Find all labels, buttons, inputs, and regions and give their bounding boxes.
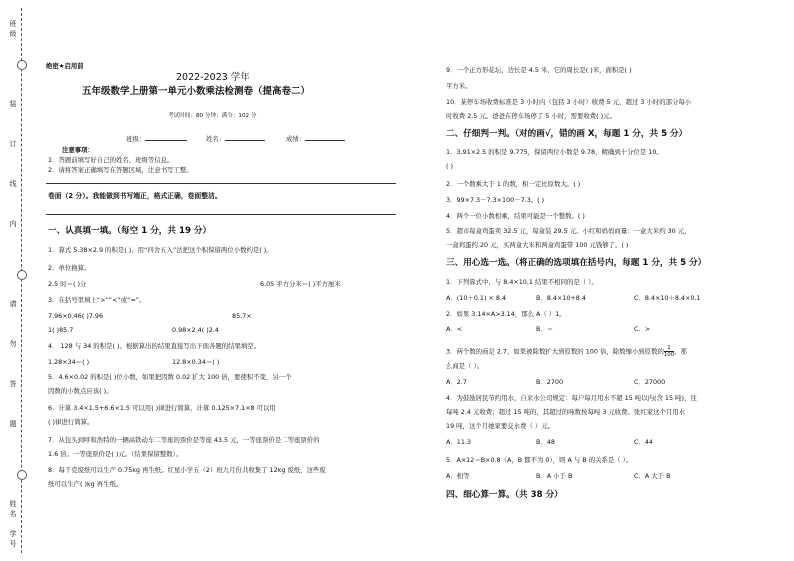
score-label: 成绩： bbox=[286, 135, 306, 143]
compare-3: 0.98×2.4( )2.4 bbox=[172, 326, 219, 334]
fraction bbox=[664, 345, 674, 358]
choice-2-option-b: B．＝ bbox=[536, 325, 554, 333]
binding-label: 答 bbox=[9, 380, 17, 388]
binding-label: 内 bbox=[9, 220, 17, 228]
name-field bbox=[206, 134, 265, 143]
binding-label: 号 bbox=[9, 540, 17, 548]
choice-4-option-a: A．11.3 bbox=[446, 438, 471, 446]
binding-hole bbox=[17, 60, 27, 70]
choice-1-option-c: C．8.4×10＋8.4×0.1 bbox=[634, 294, 701, 302]
fraction-numerator: 1 bbox=[664, 345, 674, 352]
choice-1-option-a: A．(10＋0.1) × 8.4 bbox=[446, 294, 507, 302]
secret-mark: 绝密★启用前 bbox=[46, 62, 84, 70]
score-field bbox=[286, 134, 345, 143]
page-title: 五年级数学上册第一单元小数乘法检测卷（提高卷二） bbox=[82, 86, 311, 97]
choice-4-cont2: 19 吨，这个月她家要交水费（ ）元。 bbox=[446, 422, 555, 430]
name-label: 姓名： bbox=[206, 135, 226, 143]
note-item: 1．答题前填写好自己的姓名、班级等信息。 bbox=[48, 156, 174, 164]
unit-conversion-1: 2.5 时＝( )分 bbox=[48, 280, 87, 288]
choice-5-option-c: C．A 大于 B bbox=[634, 472, 671, 480]
school-year: 2022-2023 学年 bbox=[176, 72, 250, 83]
choice-4: 4．为鼓励居民节约用水，自来水公司规定：每户每月用水不超 15 吨以内(含 15 吨)，往 bbox=[446, 394, 697, 402]
choice-2-option-c: C．> bbox=[634, 325, 651, 333]
q4-part-a: 1.28×34＝( ) bbox=[48, 358, 90, 366]
section-heading: 一、认真填一填。（每空 1 分，共 19 分） bbox=[48, 226, 212, 236]
question-7: 7．从包头到呼和浩特的一辆高铁动车二等座的票价是等座 43.5 元，一等座票价是二等座票价的 bbox=[48, 436, 320, 444]
question-10-cont: 时收费 2.5 元。爸爸在停车场停了 5 小时，需要收费( )元。 bbox=[446, 112, 616, 120]
divider bbox=[46, 183, 396, 184]
choice-4-option-b: B．48 bbox=[536, 438, 555, 446]
binding-hole bbox=[17, 270, 27, 280]
choice-4-option-c: C．44 bbox=[634, 438, 653, 446]
binding-label: 班 bbox=[9, 20, 17, 28]
compare-2-start: 85.7× bbox=[232, 312, 252, 320]
choice-3-option-b: B．2700 bbox=[536, 378, 564, 386]
binding-label: 姓 bbox=[9, 500, 17, 508]
notes-heading: 注意事项： bbox=[62, 146, 94, 154]
question-10: 10．某停车场收费标准是 3 小时内（包括 3 小时）收费 5 元，超过 3 小时的部分每小 bbox=[446, 98, 692, 106]
divider bbox=[46, 214, 396, 215]
choice-5-option-b: B．A 小于 B bbox=[536, 472, 573, 480]
question-9: 9．一个正方形花坛，边长是 4.5 米，它的周长是( )米，面积是( ) bbox=[446, 66, 632, 74]
class-field bbox=[126, 134, 187, 143]
neatness-note: 卷面（2 分）。我能做到书写端正，格式正确，卷面整洁。 bbox=[48, 192, 222, 200]
question-3: 3．在括号里填上“>”“<”或“=”。 bbox=[48, 296, 146, 304]
fraction-denominator: 100 bbox=[663, 352, 675, 358]
class-label: 班级： bbox=[126, 135, 146, 143]
choice-1-option-b: B．8.4×10+8.4 bbox=[536, 294, 586, 302]
binding-hole bbox=[17, 470, 27, 480]
compare-2-end: 1( )85.7 bbox=[48, 326, 74, 334]
unit-conversion-2: 6.05 平方分米＝( )平方厘米 bbox=[260, 280, 341, 288]
section-heading: 三、用心选一选。（将正确的选项填在括号内，每题 1 分，共 5 分） bbox=[446, 258, 707, 268]
judge-4: 4．两个一位小数相乘，结果可能是一个整数。( ) bbox=[446, 212, 585, 220]
question-6: 6．计算 3.4×1.5+6.6×1.5 可以用( )律进行简算，计算 0.125×7.1×8 可以用 bbox=[48, 404, 276, 412]
binding-label: 装 bbox=[9, 100, 17, 108]
judge-1-cont: ( ) bbox=[446, 162, 454, 170]
judge-5: 5．超市每盒鸡蛋卖 32.5 元，每盒装 29.5 元。小红和妈妈商量：一盒大米约 30 元， bbox=[446, 227, 691, 235]
judge-2: 2．一个数乘大于 1 的数，积一定比原数大。( ) bbox=[446, 180, 581, 188]
note-item: 2．请将答案正确填写在答题区域，注意书写工整。 bbox=[48, 166, 193, 174]
question-4: 4． 128 与 34 的积是( )。根据算出的结果直接写出下面各题的结果填空。 bbox=[48, 342, 261, 350]
choice-5: 5．A×12＝B×0.8（A，B 都不为 0），则 A 与 B 的关系是（ ）。 bbox=[446, 456, 633, 464]
choice-2-option-a: A．< bbox=[446, 325, 463, 333]
binding-label: 订 bbox=[9, 140, 17, 148]
choice-4-cont: 每吨 2.4 元收费；超过 15 吨的，其超过的吨数按每吨 3 元收费。张红家这个月用水 bbox=[446, 408, 686, 416]
compare-1: 7.96×0.46( )7.96 bbox=[48, 312, 104, 320]
binding-margin bbox=[0, 0, 38, 561]
choice-2: 2．如果 3.14×A>3.14，那么 A（ ）1。 bbox=[446, 310, 566, 318]
choice-1: 1．下列算式中，与 8.4×10.1 结果不相同的是（ ）。 bbox=[446, 278, 598, 286]
choice-3-text-end: ，那 bbox=[674, 347, 687, 356]
binding-label: 勿 bbox=[9, 340, 17, 348]
judge-3: 3．99×7.3－7.3×100－7.3。( ) bbox=[446, 196, 545, 204]
exam-meta: 考试时间：80 分钟；满分：102 分 bbox=[168, 113, 257, 119]
q4-part-b: 12.8×0.34＝( ) bbox=[172, 358, 220, 366]
choice-3-cont: 么商是（ ）。 bbox=[446, 362, 484, 370]
binding-label: 请 bbox=[9, 300, 17, 308]
question-2: 2．单位换算。 bbox=[48, 264, 91, 272]
binding-label: 名 bbox=[9, 510, 17, 518]
question-8: 8．每千克废纸可以生产 0.75kg 再生纸。红星小学五（2）班九月份共收集了 12kg 废纸，这些废 bbox=[48, 466, 326, 474]
choice-3 bbox=[446, 345, 687, 358]
judge-5-cont: 一盒鸡蛋约 20 元，买两盒大米和两盒鸡蛋带 100 元钱够了。( ) bbox=[446, 241, 629, 249]
question-5: 5．4.6×0.02 的积是( )位小数，如果把因数 0.02 扩大 100 倍，要使积不变，另一个 bbox=[48, 373, 292, 381]
binding-label: 线 bbox=[9, 180, 17, 188]
choice-5-option-a: A．相等 bbox=[446, 472, 470, 480]
binding-label: 学 bbox=[9, 530, 17, 538]
choice-3-option-c: C．27000 bbox=[634, 378, 666, 386]
choice-3-option-a: A．2.7 bbox=[446, 378, 467, 386]
binding-label: 题 bbox=[9, 420, 17, 428]
section-heading: 二、仔细判一判。（对的画√，错的画 X，每题 1 分，共 5 分） bbox=[446, 129, 688, 139]
question-7-cont: 1.6 倍。一等座票价是( )元。（结果保留整数）。 bbox=[48, 450, 183, 458]
judge-1: 1．3.91×2.5 的积是 9.775，保留两位小数是 9.78，精确到十分位是 10。 bbox=[446, 148, 663, 156]
question-6-cont: ( )律进行简算。 bbox=[48, 418, 94, 426]
question-1: 1．算式 5.38×2.9 的积是( )、用“四舍五入”法把这个积保留两位小数约是( )。 bbox=[48, 246, 273, 254]
question-8-cont: 纸可以生产( )kg 再生纸。 bbox=[48, 480, 123, 488]
section-heading: 四、细心算一算。（共 38 分） bbox=[446, 490, 563, 500]
choice-3-text: 3．两个数的商是 2.7，如果被除数扩大到原数的 100 倍，除数缩小到原数的 bbox=[446, 347, 664, 356]
question-5-cont: 因数的小数点应该( )。 bbox=[48, 387, 113, 395]
question-9-cont: 平方米。 bbox=[446, 82, 472, 90]
binding-label: 级 bbox=[9, 30, 17, 38]
